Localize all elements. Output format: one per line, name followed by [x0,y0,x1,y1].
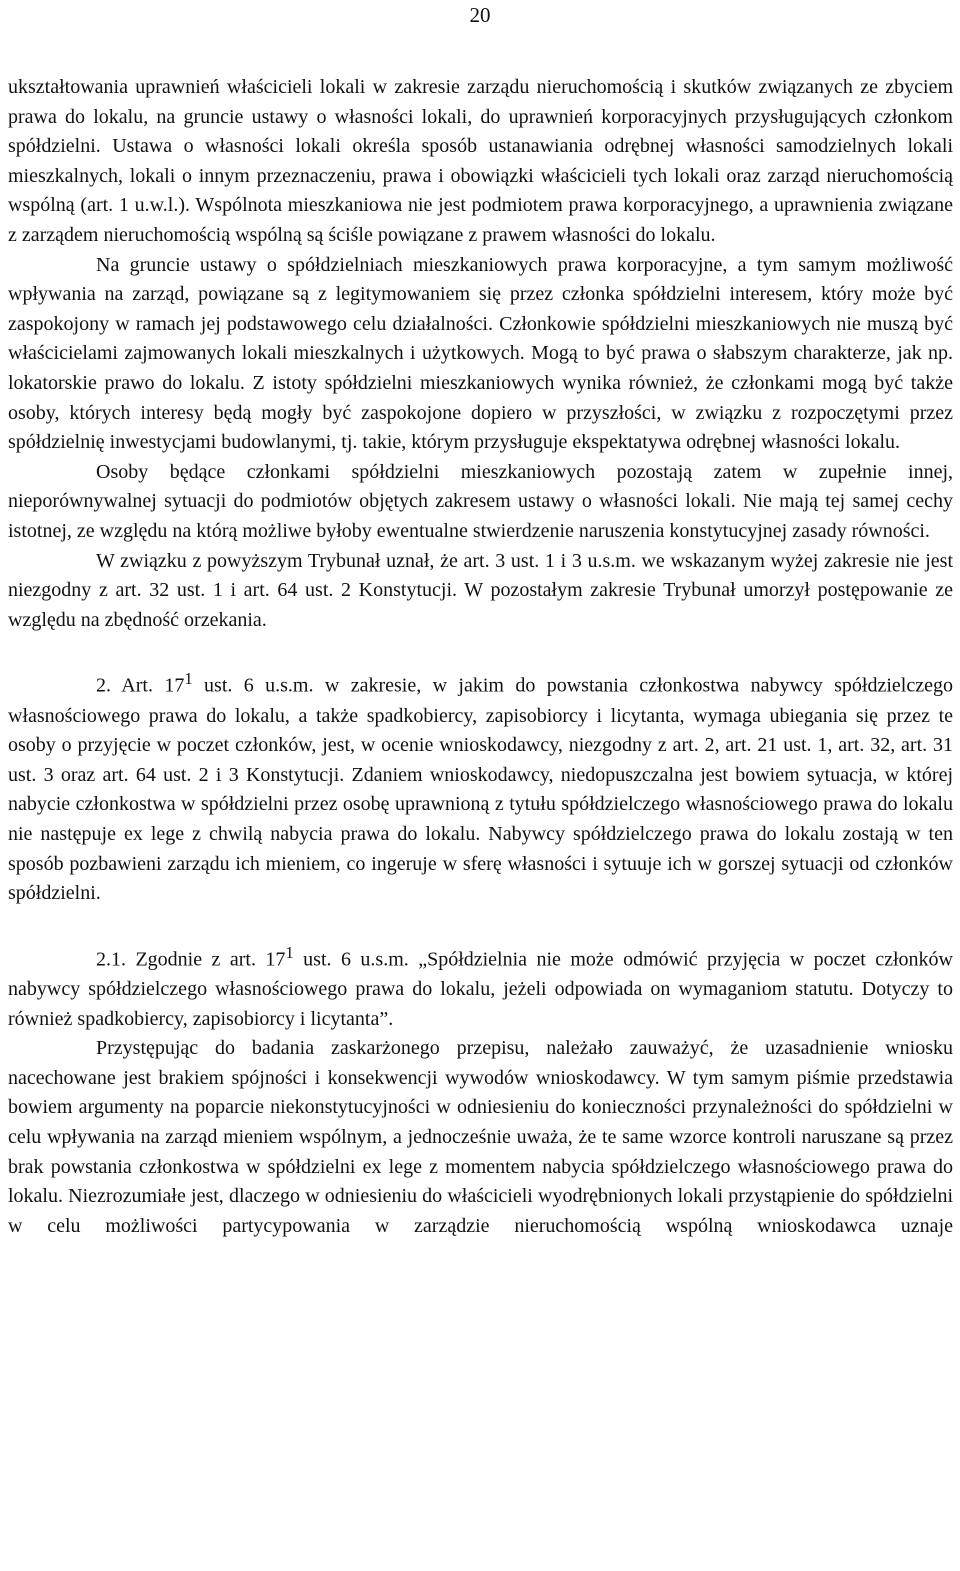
body-text [8,73,953,1241]
paragraph-3: Osoby będące członkami spółdzielni mieszkaniowych pozostają zatem w zupełnie innej, nieporównywalnej sytuacji do podmiotów objętych zakresem ustawy o własności lokali. Nie mają tej samej cechy istotnej, ze względu na którą możliwe byłoby ewentualne stwierdzenie naruszenia konstytucyjnej zasady równości. [8,460,953,542]
section-2-lead: 2. Art. 17 [96,674,185,697]
paragraph-7: Przystępując do badania zaskarżonego przepisu, należało zauważyć, że uzasadnienie wniosku nacechowane jest brakiem spójności i konsekwencji wywodów wnioskodawcy. W tym samym piśmie przedstawia bowiem argumenty na poparcie niekonstytucyjności w odniesieniu do konieczności przynależności do spółdzielni w celu wpływania na zarząd mieniem wspólnym, a jednocześnie uważa, że te same wzorce kontroli naruszane są przez brak powstania członkostwa w spółdzielni ex lege z momentem nabycia spółdzielczego własnościowego prawa do lokalu. Niezrozumiałe jest, dlaczego w odniesieniu do właścicieli wyodrębnionych lokali przystąpienie do spółdzielni w celu możliwości partycypowania w zarządzie nieruchomością wspólną wnioskodawca uznaje [8,1037,953,1237]
section-2-1-body: ust. 6 u.s.m. „Spółdzielnia nie może odmówić przyjęcia w poczet członków nabywcy spółdzielczego własnościowego prawa do lokalu, jeżeli odpowiada on wymaganiom statutu. Dotyczy to również spadkobiercy, zapisobiorcy i licytanta”. [8,948,953,1030]
section-2-body: ust. 6 u.s.m. w zakresie, w jakim do powstania członkostwa nabywcy spółdzielczego własnościowego prawa do lokalu, a także spadkobiercy, zapisobiorcy i licytanta, wymaga ubiegania się przez te osoby o przyjęcie w poczet członków, jest, w ocenie wnioskodawcy, niezgodny z art. 2, art. 21 ust. 1, art. 32, art. 31 ust. 3 oraz art. 64 ust. 2 i 3 Konstytucji. Zdaniem wnioskodawcy, niedopuszczalna jest bowiem sytuacja, w której nabycie członkostwa w spółdzielni przez osobę uprawnioną z tytułu spółdzielczego własnościowego prawa do lokalu nie następuje ex lege z chwilą nabycia prawa do lokalu. Nabywcy spółdzielczego prawa do lokalu zostają w ten sposób pozbawieni zarządu ich mieniem, co ingeruje w sferę własności i sytuuje ich w gorszej sytuacji od członków spółdzielni. [8,674,953,905]
section-2-superscript: 1 [184,669,193,689]
section-2-1-lead: 2.1. Zgodnie z art. 17 [96,948,286,971]
section-2-1-superscript: 1 [285,942,294,962]
paragraph-section-2-1 [8,938,953,1034]
paragraph-4: W związku z powyższym Trybunał uznał, że art. 3 ust. 1 i 3 u.s.m. we wskazanym wyżej zakresie nie jest niezgodny z art. 32 ust. 1 i art. 64 ust. 2 Konstytucji. W pozostałym zakresie Trybunał umorzył postępowanie ze względu na zbędność orzekania. [8,549,953,631]
paragraph-section-2 [8,664,953,908]
page-number: 20 [469,3,491,27]
paragraph-2: Na gruncie ustawy o spółdzielniach mieszkaniowych prawa korporacyjne, a tym samym możliwość wpływania na zarząd, powiązane są z legitymowaniem się przez członka spółdzielni interesem, który może być zaspokojony w ramach jej podstawowego celu działalności. Członkowie spółdzielni mieszkaniowych nie muszą być właścicielami zajmowanych lokali mieszkalnych i użytkowych. Mogą to być prawa o słabszym charakterze, jak np. lokatorskie prawo do lokalu. Z istoty spółdzielni mieszkaniowych wynika również, że członkami mogą być także osoby, których interesy będą mogły być zaspokojone dopiero w przyszłości, w związku z rozpoczętymi przez spółdzielnię inwestycjami budowlanymi, tj. takie, którym przysługuje ekspektatywa odrębnej własności lokalu. [8,253,953,454]
paragraph-1: ukształtowania uprawnień właścicieli lokali w zakresie zarządu nieruchomością i skutków związanych ze zbyciem prawa do lokalu, na gruncie ustawy o własności lokali, do uprawnień korporacyjnych przysługujących członkom spółdzielni. Ustawa o własności lokali określa sposób ustanawiania odrębnej własności samodzielnych lokali mieszkalnych, lokali o innym przeznaczeniu, prawa i obowiązki właścicieli tych lokali oraz zarząd nieruchomością wspólną (art. 1 u.w.l.). Wspólnota mieszkaniowa nie jest podmiotem prawa korporacyjnego, a uprawnienia związane z zarządem nieruchomością wspólną są ściśle powiązane z prawem własności do lokalu. [8,76,953,246]
